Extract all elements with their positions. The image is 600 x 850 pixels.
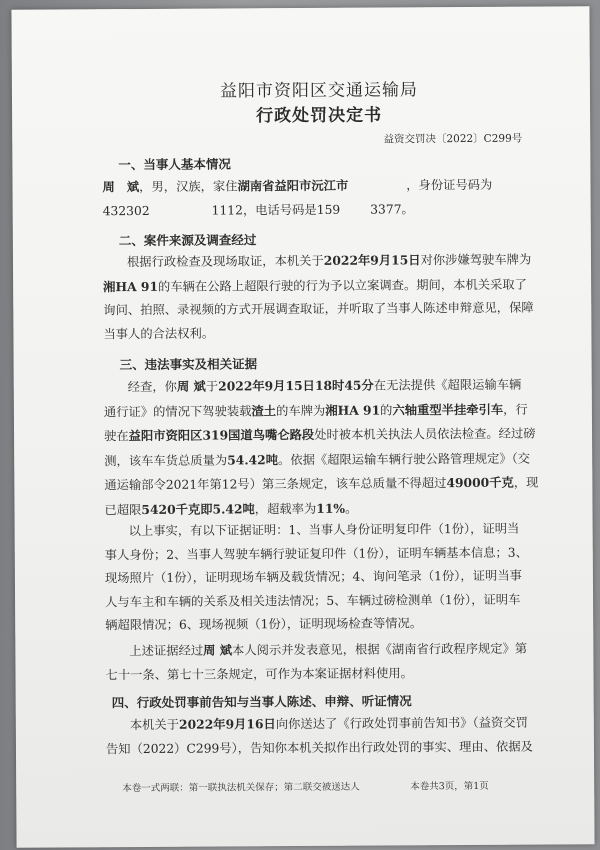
- text-run: 根据行政检查及现场取证，本机关于: [126, 253, 324, 270]
- id-number-start: 432302: [102, 203, 150, 218]
- text-line: 现场照片（1份），证明现场车辆及载货情况；4、询问笔录（1份），证明当事: [104, 568, 522, 586]
- text-run: ，超载率为: [254, 501, 317, 517]
- section-2-heading: 二、案件来源及调查经过: [118, 232, 257, 249]
- gross-weight: 54.42吨: [227, 451, 279, 468]
- section-3-heading: 三、违法事实及相关证据: [119, 356, 258, 373]
- text-line: 询问、拍照、录视频的方式开展调查取证，并听取了当事人陈述申辩意见，保障: [103, 300, 534, 318]
- violation-time: 2022年9月15日18时45分: [218, 377, 374, 394]
- id-label: ，身份证号码为: [406, 177, 493, 193]
- section-3-evidence: [105, 518, 538, 639]
- document-page: [11, 6, 594, 848]
- text-run: 测，该车车货总质量为: [104, 453, 228, 468]
- plate-number: 湘HA 91: [103, 278, 159, 294]
- text-run: 的车牌为: [276, 403, 326, 418]
- text-run: 经查，你: [127, 379, 177, 395]
- footer-page-number: 本卷共3页，第1页: [410, 780, 489, 793]
- text-run: 。依据《超限运输车辆行驶公路管理规定》（交: [277, 451, 531, 467]
- section-3-facts: [104, 373, 537, 523]
- text-line: 以上事实，有以下证据证明：1、当事人身份证明复印件（1份），证明当: [128, 521, 520, 539]
- weight-limit: 49000千克: [446, 475, 514, 491]
- text-run: 的车辆在公路上超限行驶的行为予以立案调查。期间，本机关采取了: [157, 277, 527, 294]
- text-run: 于: [205, 379, 219, 394]
- party-name-last: 斌: [126, 178, 140, 195]
- text-run: 。: [345, 501, 358, 516]
- issuing-authority: 益阳市资阳区交通运输局: [219, 80, 419, 102]
- party-info: ，男，汉族，家住: [139, 179, 238, 194]
- case-date: 2022年9月15日: [323, 252, 421, 268]
- party-address: 湖南省益阳市沅江市: [237, 177, 349, 194]
- section-4-body: [106, 711, 538, 762]
- plate-number: 湘HA 91: [325, 402, 381, 418]
- sentence-end: 。: [401, 201, 414, 216]
- notice-date: 2022年9月16日: [178, 716, 276, 732]
- overweight-amount: 5420千克即5.42吨: [141, 501, 255, 517]
- section-2-body: [103, 248, 536, 347]
- document-number: 益资交罚决〔2022〕C299号: [383, 132, 523, 146]
- text-run: 通运输部令2021年第12号）第三条规定，该车总质量不得超过: [104, 476, 447, 493]
- text-run: 对你涉嫌驾驶车牌为: [420, 252, 532, 268]
- section-1-body: [102, 173, 534, 224]
- text-run: 在无法提供《超限运输车辆: [373, 377, 522, 393]
- section-3-evidence-review: [105, 637, 537, 688]
- party-name: 周 斌: [176, 378, 206, 394]
- text-line: 当事人的合法权利。: [103, 326, 215, 341]
- text-line: 告知（2022）C299号），告知你本机关拟作出行政处罚的事实、理由、依据及: [105, 739, 533, 756]
- phone-end: 3377: [370, 201, 402, 217]
- text-run: 本人阅示并发表意见，根据《湖南省行政程序规定》第: [231, 641, 528, 658]
- text-run: 向你送达了《行政处罚事前告知书》（益资交罚: [275, 715, 528, 732]
- footer-copies-note: 本卷一式两联：第一联执法机关保存；第二联交被送达人: [122, 781, 360, 795]
- text-line: 事人身份；2、当事人驾驶车辆行驶证复印件（1份），证明车辆基本信息；3、: [104, 545, 528, 562]
- text-line: 人与车主和车辆的关系及相关违法情况；5、车辆过磅检测单（1份），证明车: [105, 592, 521, 609]
- section-1-heading: 一、当事人基本情况: [118, 156, 231, 173]
- text-run: 通行证》的情况下驾驶装载: [103, 403, 252, 419]
- section-4-heading: 四、行政处罚事前告知与当事人陈述、申辩、听证情况: [111, 693, 412, 711]
- phone-label: ，电话号码是: [242, 202, 317, 217]
- text-line: 辆超限情况；6、现场视频（1份），证明现场检查等情况。: [105, 616, 423, 633]
- phone-start: 159: [316, 202, 341, 217]
- party-name: 周 斌: [203, 642, 233, 658]
- text-run: ，行: [503, 402, 528, 417]
- cargo-type: 渣土: [251, 402, 277, 418]
- party-name-first: 周: [102, 179, 115, 195]
- redaction-mask: [150, 201, 212, 217]
- id-number-end: 1112: [211, 202, 243, 218]
- text-run: 驶在: [104, 429, 129, 444]
- redaction-mask: [115, 178, 127, 194]
- text-run: ，现: [513, 475, 539, 491]
- text-line: 七十一条、第七十三条规定，可作为本案证据材料使用。: [105, 665, 413, 682]
- violation-location: 益阳市资阳区319国道鸟嘴仑路段: [128, 427, 315, 444]
- text-run: 处时被本机关执法人员依法检查。经过磅: [314, 426, 536, 443]
- overload-rate: 11%: [316, 500, 346, 516]
- text-run: 上述证据经过: [129, 643, 204, 659]
- redaction-mask: [340, 200, 370, 216]
- document-title: 行政处罚决定书: [256, 105, 383, 127]
- text-run: 的: [380, 403, 393, 418]
- text-run: 已超限: [104, 502, 142, 518]
- text-run: 本机关于: [129, 717, 180, 733]
- redaction-mask: [348, 176, 406, 192]
- vehicle-type: 六轴重型半挂牵引车: [392, 401, 504, 418]
